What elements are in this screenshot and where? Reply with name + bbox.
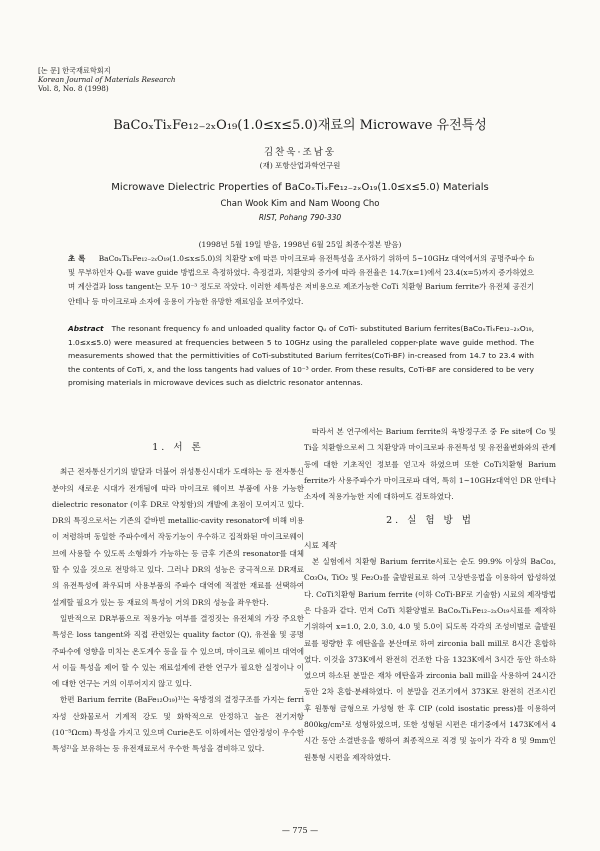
abstract-english: [68, 322, 534, 390]
received-dates: (1998년 5월 19일 받음, 1998년 6월 25일 최종수정본 받음): [198, 240, 402, 249]
intro-paragraph-1: 최근 전자통신기기의 발달과 더불어 위성통신시대가 도래하는 등 전자통신 분야의 새로운 시대가 전개됨에 따라 마이크로 웨이브 부품에 사용 가능한 dielectric resonator (이후 DR로 약칭함)의 개발에 초점이 모여지고 있다. DR의 특징으로서는 기존의 같바빈 metallic-cavity resonator에 비해 비용이 저렴하며 동일한 주파수에서 작동기능이 우수하고 집적화된 마이크로웨이브에 사용할 수 있도록 소형화가 가능하는 등 금후 기존의 resonator를 대체할 수 있을 것으로 전망하고 있다. 그러나 DR의 성능은 궁극적으로 DR재료의 유전특성에 좌우되며 사용부품의 주파수 대역에 적절한 재료를 선택하여 설계할 필요가 있는 등 재료의 특성이 거의 DR의 성능을 좌우한다.: [52, 467, 304, 607]
page-number: — 775 —: [281, 826, 319, 835]
abstract-english-label: Abstract: [68, 324, 104, 333]
abstract-korean-label: 초 록: [68, 254, 86, 263]
title-english: Microwave Dielectric Properties of BaCoₓTiₓFe₁₂₋₂ₓO₁₉(1.0≤x≤5.0) Materials: [111, 182, 489, 193]
authors-english: Chan Wook Kim and Nam Woong Cho: [220, 199, 380, 209]
title-korean: BaCoₓTiₓFe₁₂₋₂ₓO₁₉(1.0≤x≤5.0)재료의 Microwave 유전특성: [113, 118, 487, 133]
abstract-korean-text: BaCoₓTiₓFe₁₂₋₂ₓO₁₉(1.0≤x≤5.0)의 치환량 x에 따른 마이크로파 유전특성을 조사하기 위하여 5~10GHz 대역에서의 공명주파수 f₀ 및 무부하인자 Qᵤ를 wave guide 방법으로 측정하였다. 측정결과, 치환양의 증가에 따라 유전율은 14.7(x=1)에서 23.4(x=5)까지 증가하였으며 계산결과 loss tangent는 모두 10⁻³ 정도로 작았다. 이러한 세특성은 저비용으로 제조가능한 CoTi 치환형 Barium ferrite가 유전체 공진기 안테나 등 마이크로파 소자에 응용이 가능한 유망한 재료임을 보여주었다.: [68, 254, 534, 306]
intro-paragraph-3: 한편 Barium ferrite (BaFe₁₂O₁₉)¹⁾는 육방정의 결정구조를 가지는 ferri자성 산화물로서 기계적 강도 및 화학적으로 안정하고 높은 전기저항(10⁻⁵Ωcm) 특성을 가지고 있으며 Curie온도 이하에서는 열안정성이 우수한 특성²⁾을 보유하는 등 유전재료로서 우수한 특성을 겸비하고 있다.: [52, 695, 304, 754]
left-column: [52, 440, 304, 758]
journal-header: [38, 66, 176, 93]
authors-korean: 김찬욱·조남웅: [263, 147, 337, 158]
affiliation-korean: (재) 포항산업과학연구원: [259, 161, 341, 170]
sample-subheading: 시료 제작: [304, 540, 337, 550]
right-column: [304, 424, 556, 766]
journal-category: [논 문] 한국재료학회지: [38, 66, 111, 75]
journal-name-en: Korean Journal of Materials Research: [38, 75, 176, 84]
abstract-korean: [68, 252, 534, 309]
affiliation-english: RIST, Pohang 790-330: [258, 213, 342, 222]
methods-paragraph: 본 실험에서 치환형 Barium ferrite시료는 순도 99.9% 이상의 BaCo₃, Co₃O₄, TiO₂ 및 Fe₂O₃를 출발원료로 하여 고상반응법을 이용하여 합성하였다. CoTi치환형 Barium ferrite (이하 CoTi-BF로 기술함) 시료의 제작방법은 다음과 같다. 먼저 CoTi 치환양별로 BaCoₓTiₓFe₁₂₋₂ₓO₁₉시료를 제작하기위하여 x=1.0, 2.0, 3.0, 4.0 및 5.0이 되도록 각각의 조성비별로 출발원료를 평량한 후 에탄올을 분산매로 하여 zirconia ball mill로 8시간 혼합하였다. 이것을 373K에서 완전히 건조한 다음 1323K에서 3시간 동안 하소하였으며 하소된 분말은 재차 에탄올과 zirconia ball mill을 사용하여 24시간동안 2차 혼합·분쇄하였다. 이 분말을 건조기에서 373K로 완전히 건조시킨 후 원통형 금형으로 가성형 한 후 CIP (cold isostatic press)를 이용하여 800kg/cm²로 성형하였으며, 또한 성형된 시편은 대기중에서 1473K에서 4시간 동안 소결반응을 행하여 최종적으로 직경 및 높이가 각각 8 및 9mm인 원통형 시편을 제작하였다.: [304, 557, 556, 762]
journal-volume: Vol. 8, No. 8 (1998): [38, 84, 109, 93]
intro-heading: 1. 서 론: [152, 442, 204, 453]
abstract-english-text: The resonant frequency f₀ and unloaded quality factor Qᵤ of CoTi- substituted Barium ferrites(BaCoₓTiₓFe₁₂₋₂ₓO₁₉, 1.0≤x≤5.0) were measured at frequencies between 5 to 10GHz using the paralleled copper-plate wave guide method. The measurements showed that the permittivities of CoTi-substituted Barium ferrites(CoTi-BF) in-creased from 14.7 to 23.4 with the contents of CoTi, x, and the loss tangents had values of 10⁻³ order. From these results, CoTi-BF are considered to be very promising materials in microwave devices such as dielctric resonator antennas.: [68, 324, 534, 387]
intro-paragraph-2: 일반적으로 DR부품으로 적용가능 여부를 결정짓는 유전체의 가장 주요한 특성은 loss tangent와 직접 관련있는 quality factor (Q), 유전율 및 공명주파수에 영향을 미치는 온도계수 등을 들 수 있으며, 마이크로 웨이브 대역에서 이들 특성을 제어 할 수 있는 재료설계에 관한 연구가 필요한 실정이나 이에 대한 연구는 거의 이루어지지 않고 있다.: [52, 613, 304, 689]
intro-paragraph-4: 따라서 본 연구에서는 Barium ferrite의 육방정구조 중 Fe site에 Co 및 Ti을 치환함으로써 그 치환양과 마이크로파 유전특성 및 유전율변화와의 관계 등에 대한 기초적인 정보를 얻고자 하였으며 또한 CoTi치환형 Barium ferrite가 사용주파수가 마이크로파 대역, 특히 1~10GHz대역인 DR 안테나소자에 적용가능한 지에 대하여도 검토하였다.: [304, 427, 556, 502]
methods-heading: 2. 실 험 방 법: [386, 515, 474, 527]
